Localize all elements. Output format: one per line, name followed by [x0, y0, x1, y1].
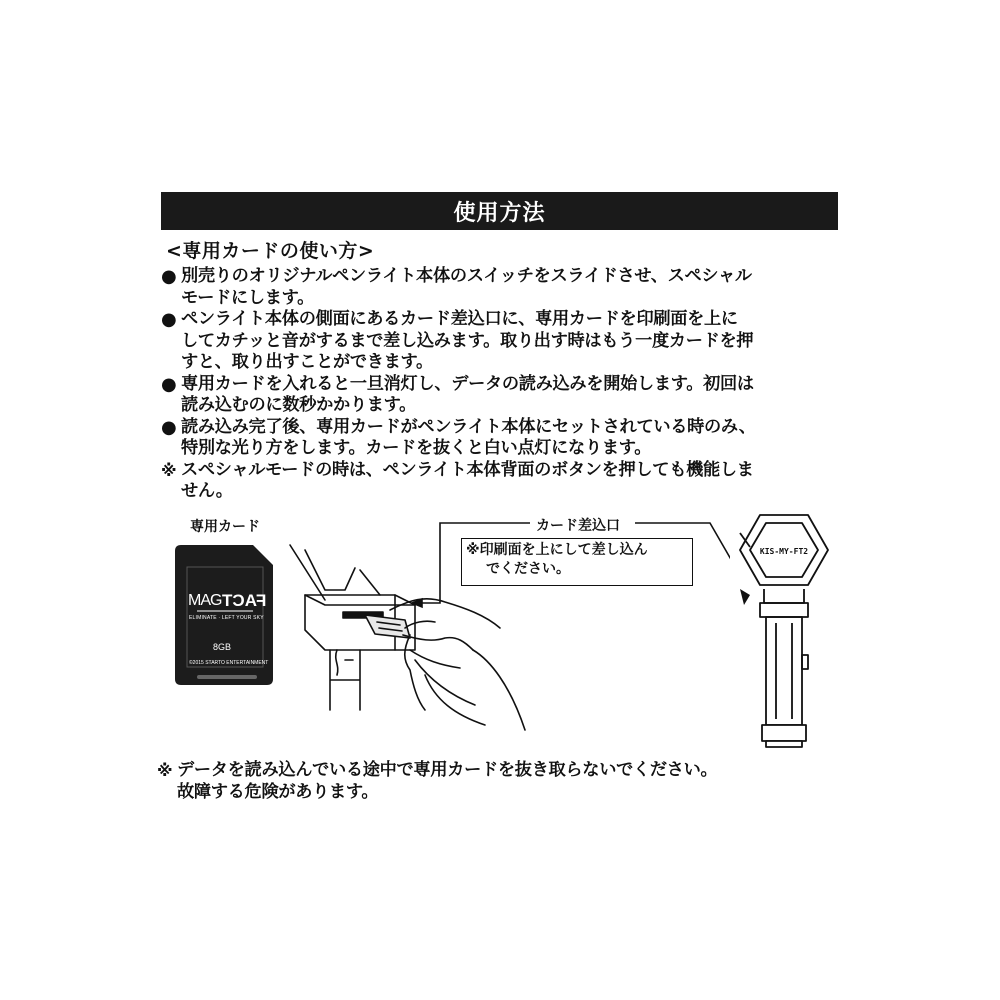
- card-label: 専用カード: [190, 519, 260, 535]
- bullet-icon: ●: [161, 309, 177, 330]
- instruction-text: 別売りのオリジナルペンライト本体のスイッチをスライドさせ、スペシャル モードにします。: [181, 266, 752, 308]
- slot-note-line2: でください。: [486, 561, 570, 577]
- warning-item: [157, 760, 857, 803]
- instruction-item: [161, 417, 846, 460]
- penlight-illustration: [730, 505, 840, 750]
- instruction-item: [161, 266, 846, 309]
- section-banner: [161, 192, 838, 230]
- warning-text: データを読み込んでいる途中で専用カードを抜き取らないでください。 故障する危険があります。: [177, 760, 718, 802]
- slot-note-box: [461, 538, 693, 586]
- page-title: 使用方法: [453, 200, 546, 226]
- bullet-icon: ●: [161, 373, 177, 395]
- instruction-text: スペシャルモードの時は、ペンライト本体背面のボタンを押しても機能しま せん。: [181, 459, 754, 501]
- bullet-icon: ●: [161, 266, 177, 287]
- note-mark-icon: ※: [157, 761, 173, 780]
- bullet-icon: ●: [161, 416, 177, 438]
- instruction-text: ペンライト本体の側面にあるカード差込口に、専用カードを印刷面を上に してカチッと音がするまで差し込みます。取り出す時はもう一度カードを押 すと、取り出すことができます。: [181, 309, 754, 372]
- instruction-item: [161, 374, 846, 417]
- penlight-brand-label: KIS-MY-FT2: [759, 547, 809, 556]
- card-tagline: ELIMINATE · LEFT YOUR SKY: [189, 615, 264, 621]
- instruction-note: [161, 460, 846, 503]
- slot-note-line1: ※印刷面を上にして差し込ん: [466, 542, 648, 558]
- instruction-text: 読み込み完了後、専用カードがペンライト本体にセットされている時のみ、 特別な光り方をします。カードを抜くと白い点灯になります。: [181, 416, 756, 458]
- card-copyright: ©2015 STARTO ENTERTAINMENT: [189, 660, 269, 666]
- slot-label: カード差込口: [530, 515, 626, 535]
- card-brand-right: FACT: [222, 591, 267, 610]
- card-brand-left: MAG: [188, 592, 222, 609]
- sd-card-illustration: [175, 545, 273, 685]
- instruction-item: [161, 309, 846, 374]
- instruction-list: [161, 266, 846, 503]
- card-capacity: 8GB: [213, 642, 232, 652]
- warning-note: [157, 760, 857, 803]
- instruction-text: 専用カードを入れると一旦消灯し、データの読み込みを開始します。初回は 読み込むのに数秒かかります。: [181, 373, 754, 415]
- note-mark-icon: ※: [161, 460, 177, 480]
- section-subtitle: <専用カードの使い方>: [166, 240, 375, 262]
